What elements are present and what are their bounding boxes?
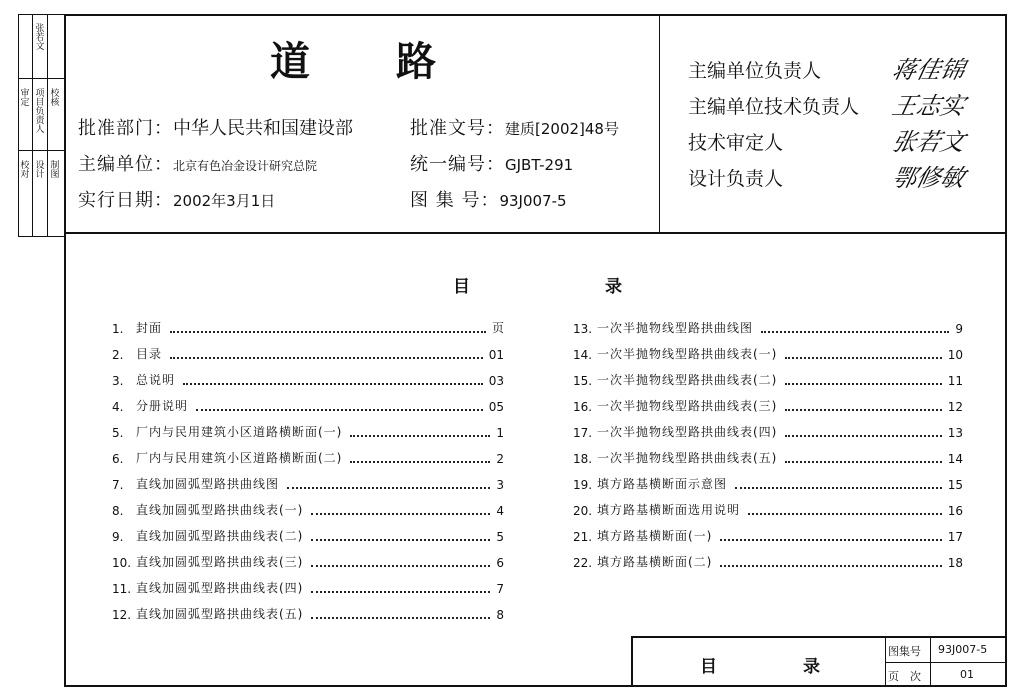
- chief-unit: 主编单位：北京有色冶金设计研究总院: [78, 154, 318, 175]
- toc-item-leader: [196, 409, 483, 411]
- toc-item-title: 直线加圆弧型路拱曲线表(四): [136, 581, 304, 595]
- responsible-signature: 张若文: [889, 128, 968, 156]
- toc-item-number: 21.: [573, 530, 593, 544]
- toc-item-number: 9.: [112, 530, 124, 544]
- toc-item-number: 4.: [112, 400, 124, 414]
- toc-item-leader: [170, 331, 486, 333]
- toc-item-leader: [720, 539, 941, 541]
- toc-heading-right: 录: [605, 277, 622, 297]
- toc-item[interactable]: [573, 396, 963, 414]
- toc-item-leader: [350, 461, 490, 463]
- toc-item-number: 14.: [573, 348, 593, 362]
- toc-item-title: 直线加圆弧型路拱曲线表(一): [136, 503, 304, 517]
- toc-item[interactable]: [573, 448, 963, 466]
- toc-item[interactable]: [112, 500, 504, 518]
- strip-label-shending: 审定: [20, 89, 30, 108]
- title-block-atlas-value: 93J007-5: [938, 643, 988, 656]
- toc-item-number: 12.: [112, 608, 132, 622]
- toc-item-leader: [183, 383, 483, 385]
- toc-item-title: 总说明: [136, 373, 176, 387]
- responsible-role: 主编单位技术负责人: [688, 96, 860, 118]
- toc-item[interactable]: [112, 344, 504, 362]
- toc-item-number: 16.: [573, 400, 593, 414]
- toc-item[interactable]: [112, 396, 504, 414]
- title-block-page-value: 01: [960, 668, 974, 681]
- toc-item-title: 目录: [136, 347, 163, 361]
- responsible-role: 技术审定人: [688, 132, 784, 154]
- toc-item-page: 18: [947, 556, 963, 570]
- toc-item[interactable]: [112, 526, 504, 544]
- toc-item-leader: [287, 487, 490, 489]
- strip-label-jiaodui: 校对: [20, 161, 30, 180]
- toc-item-title: 填方路基横断面示意图: [597, 477, 728, 491]
- toc-item-number: 18.: [573, 452, 593, 466]
- toc-item-number: 6.: [112, 452, 124, 466]
- impl-date: 实行日期：2002年3月1日: [78, 190, 276, 211]
- toc-item-title: 一次半抛物线型路拱曲线表(四): [597, 425, 778, 439]
- toc-item-page: 16: [947, 504, 963, 518]
- toc-item[interactable]: [573, 370, 963, 388]
- approval-doc: 批准文号：建质[2002]48号: [410, 118, 619, 139]
- responsible-role: 主编单位负责人: [688, 60, 822, 82]
- toc-item-title: 直线加圆弧型路拱曲线表(五): [136, 607, 304, 621]
- strip-label-sheji: 设计: [35, 161, 45, 180]
- toc-item-title: 填方路基横断面(一): [597, 529, 713, 543]
- atlas-number: 图 集 号：93J007-5: [410, 190, 567, 211]
- header-vertical-divider: [659, 14, 660, 234]
- toc-item-leader: [761, 331, 949, 333]
- toc-item-leader: [785, 357, 941, 359]
- toc-item-title: 一次半抛物线型路拱曲线表(五): [597, 451, 778, 465]
- toc-item-page: 12: [947, 400, 963, 414]
- toc-item[interactable]: [112, 370, 504, 388]
- toc-item-title: 厂内与民用建筑小区道路横断面(一): [136, 425, 343, 439]
- toc-item-page: 9: [955, 322, 963, 336]
- toc-item-leader: [785, 383, 941, 385]
- toc-item-page: 13: [947, 426, 963, 440]
- toc-item[interactable]: [112, 448, 504, 466]
- toc-item-leader: [311, 565, 490, 567]
- unified-number: 统一编号：GJBT-291: [410, 154, 574, 175]
- toc-item-title: 一次半抛物线型路拱曲线图: [597, 321, 754, 335]
- title-block-name-right: 录: [803, 657, 820, 677]
- toc-item-page: 05: [488, 400, 504, 414]
- toc-item[interactable]: [573, 318, 963, 336]
- toc-item-leader: [785, 461, 941, 463]
- toc-item-leader: [311, 539, 490, 541]
- toc-item-title: 一次半抛物线型路拱曲线表(一): [597, 347, 778, 361]
- toc-item[interactable]: [112, 474, 504, 492]
- toc-item[interactable]: [112, 604, 504, 622]
- toc-item-leader: [350, 435, 490, 437]
- toc-item-page: 10: [947, 348, 963, 362]
- toc-item-page: 1: [496, 426, 504, 440]
- toc-item[interactable]: [573, 422, 963, 440]
- toc-item-number: 11.: [112, 582, 132, 596]
- responsible-role: 设计负责人: [688, 168, 784, 190]
- toc-item[interactable]: [112, 318, 504, 336]
- toc-item[interactable]: [573, 500, 963, 518]
- toc-item-title: 直线加圆弧型路拱曲线表(三): [136, 555, 304, 569]
- toc-item-page: 2: [496, 452, 504, 466]
- strip-sign-zhang: 张若文: [35, 24, 45, 52]
- toc-item-number: 10.: [112, 556, 132, 570]
- outer-border-left: [64, 14, 66, 687]
- toc-item[interactable]: [573, 552, 963, 570]
- toc-item-number: 19.: [573, 478, 593, 492]
- toc-item[interactable]: [573, 526, 963, 544]
- toc-item-title: 填方路基横断面(二): [597, 555, 713, 569]
- toc-item-page: 15: [947, 478, 963, 492]
- toc-item-number: 7.: [112, 478, 124, 492]
- approval-dept: 批准部门：中华人民共和国建设部: [78, 118, 353, 139]
- toc-item-leader: [311, 617, 490, 619]
- toc-item-number: 5.: [112, 426, 124, 440]
- toc-item-number: 17.: [573, 426, 593, 440]
- strip-label-jiaohe: 校核: [50, 89, 60, 108]
- outer-border-right: [1005, 14, 1007, 687]
- toc-item[interactable]: [112, 422, 504, 440]
- toc-item-leader: [785, 435, 941, 437]
- toc-item[interactable]: [573, 474, 963, 492]
- toc-item-leader: [311, 513, 490, 515]
- toc-item-title: 一次半抛物线型路拱曲线表(三): [597, 399, 778, 413]
- responsible-signature: 王志实: [889, 92, 968, 120]
- responsible-signature: 鄂修敏: [889, 164, 968, 192]
- toc-item-page: 4: [496, 504, 504, 518]
- responsible-signature: 蒋佳锦: [889, 56, 968, 84]
- toc-item-number: 22.: [573, 556, 593, 570]
- toc-item-title: 封面: [136, 321, 163, 335]
- toc-item-number: 13.: [573, 322, 593, 336]
- toc-item-number: 15.: [573, 374, 593, 388]
- toc-item-page: 7: [496, 582, 504, 596]
- toc-item-number: 20.: [573, 504, 593, 518]
- toc-item-page: 3: [496, 478, 504, 492]
- toc-item-number: 8.: [112, 504, 124, 518]
- toc-item[interactable]: [112, 578, 504, 596]
- toc-item-page: 页: [491, 321, 504, 335]
- toc-item-leader: [311, 591, 490, 593]
- title-block-name-left: 目: [700, 657, 717, 677]
- toc-item-leader: [748, 513, 942, 515]
- title-block-atlas-label: 图集号: [888, 645, 921, 658]
- toc-item-page: 11: [947, 374, 963, 388]
- header-divider: [64, 232, 1007, 234]
- toc-item[interactable]: [573, 344, 963, 362]
- toc-item-title: 一次半抛物线型路拱曲线表(二): [597, 373, 778, 387]
- page-title: 道 路: [270, 39, 438, 85]
- toc-item[interactable]: [112, 552, 504, 570]
- toc-item-leader: [170, 357, 483, 359]
- toc-item-page: 6: [496, 556, 504, 570]
- toc-item-number: 1.: [112, 322, 124, 336]
- toc-item-title: 填方路基横断面选用说明: [597, 503, 741, 517]
- toc-item-title: 直线加圆弧型路拱曲线图: [136, 477, 280, 491]
- toc-item-number: 3.: [112, 374, 124, 388]
- toc-item-leader: [785, 409, 941, 411]
- toc-item-page: 03: [488, 374, 504, 388]
- toc-heading-left: 目: [453, 277, 470, 297]
- toc-item-page: 14: [947, 452, 963, 466]
- toc-item-page: 17: [947, 530, 963, 544]
- toc-item-page: 01: [488, 348, 504, 362]
- toc-item-page: 8: [496, 608, 504, 622]
- toc-item-leader: [735, 487, 942, 489]
- toc-item-title: 厂内与民用建筑小区道路横断面(二): [136, 451, 343, 465]
- outer-border-top: [64, 14, 1007, 16]
- toc-item-title: 分册说明: [136, 399, 189, 413]
- toc-item-page: 5: [496, 530, 504, 544]
- toc-item-number: 2.: [112, 348, 124, 362]
- toc-item-leader: [720, 565, 941, 567]
- strip-label-zhitu: 制图: [50, 161, 60, 180]
- strip-label-project-lead: 项目负责人: [35, 89, 45, 135]
- title-block-page-label: 页 次: [888, 670, 921, 683]
- toc-item-title: 直线加圆弧型路拱曲线表(二): [136, 529, 304, 543]
- outer-border-bottom: [64, 685, 1007, 687]
